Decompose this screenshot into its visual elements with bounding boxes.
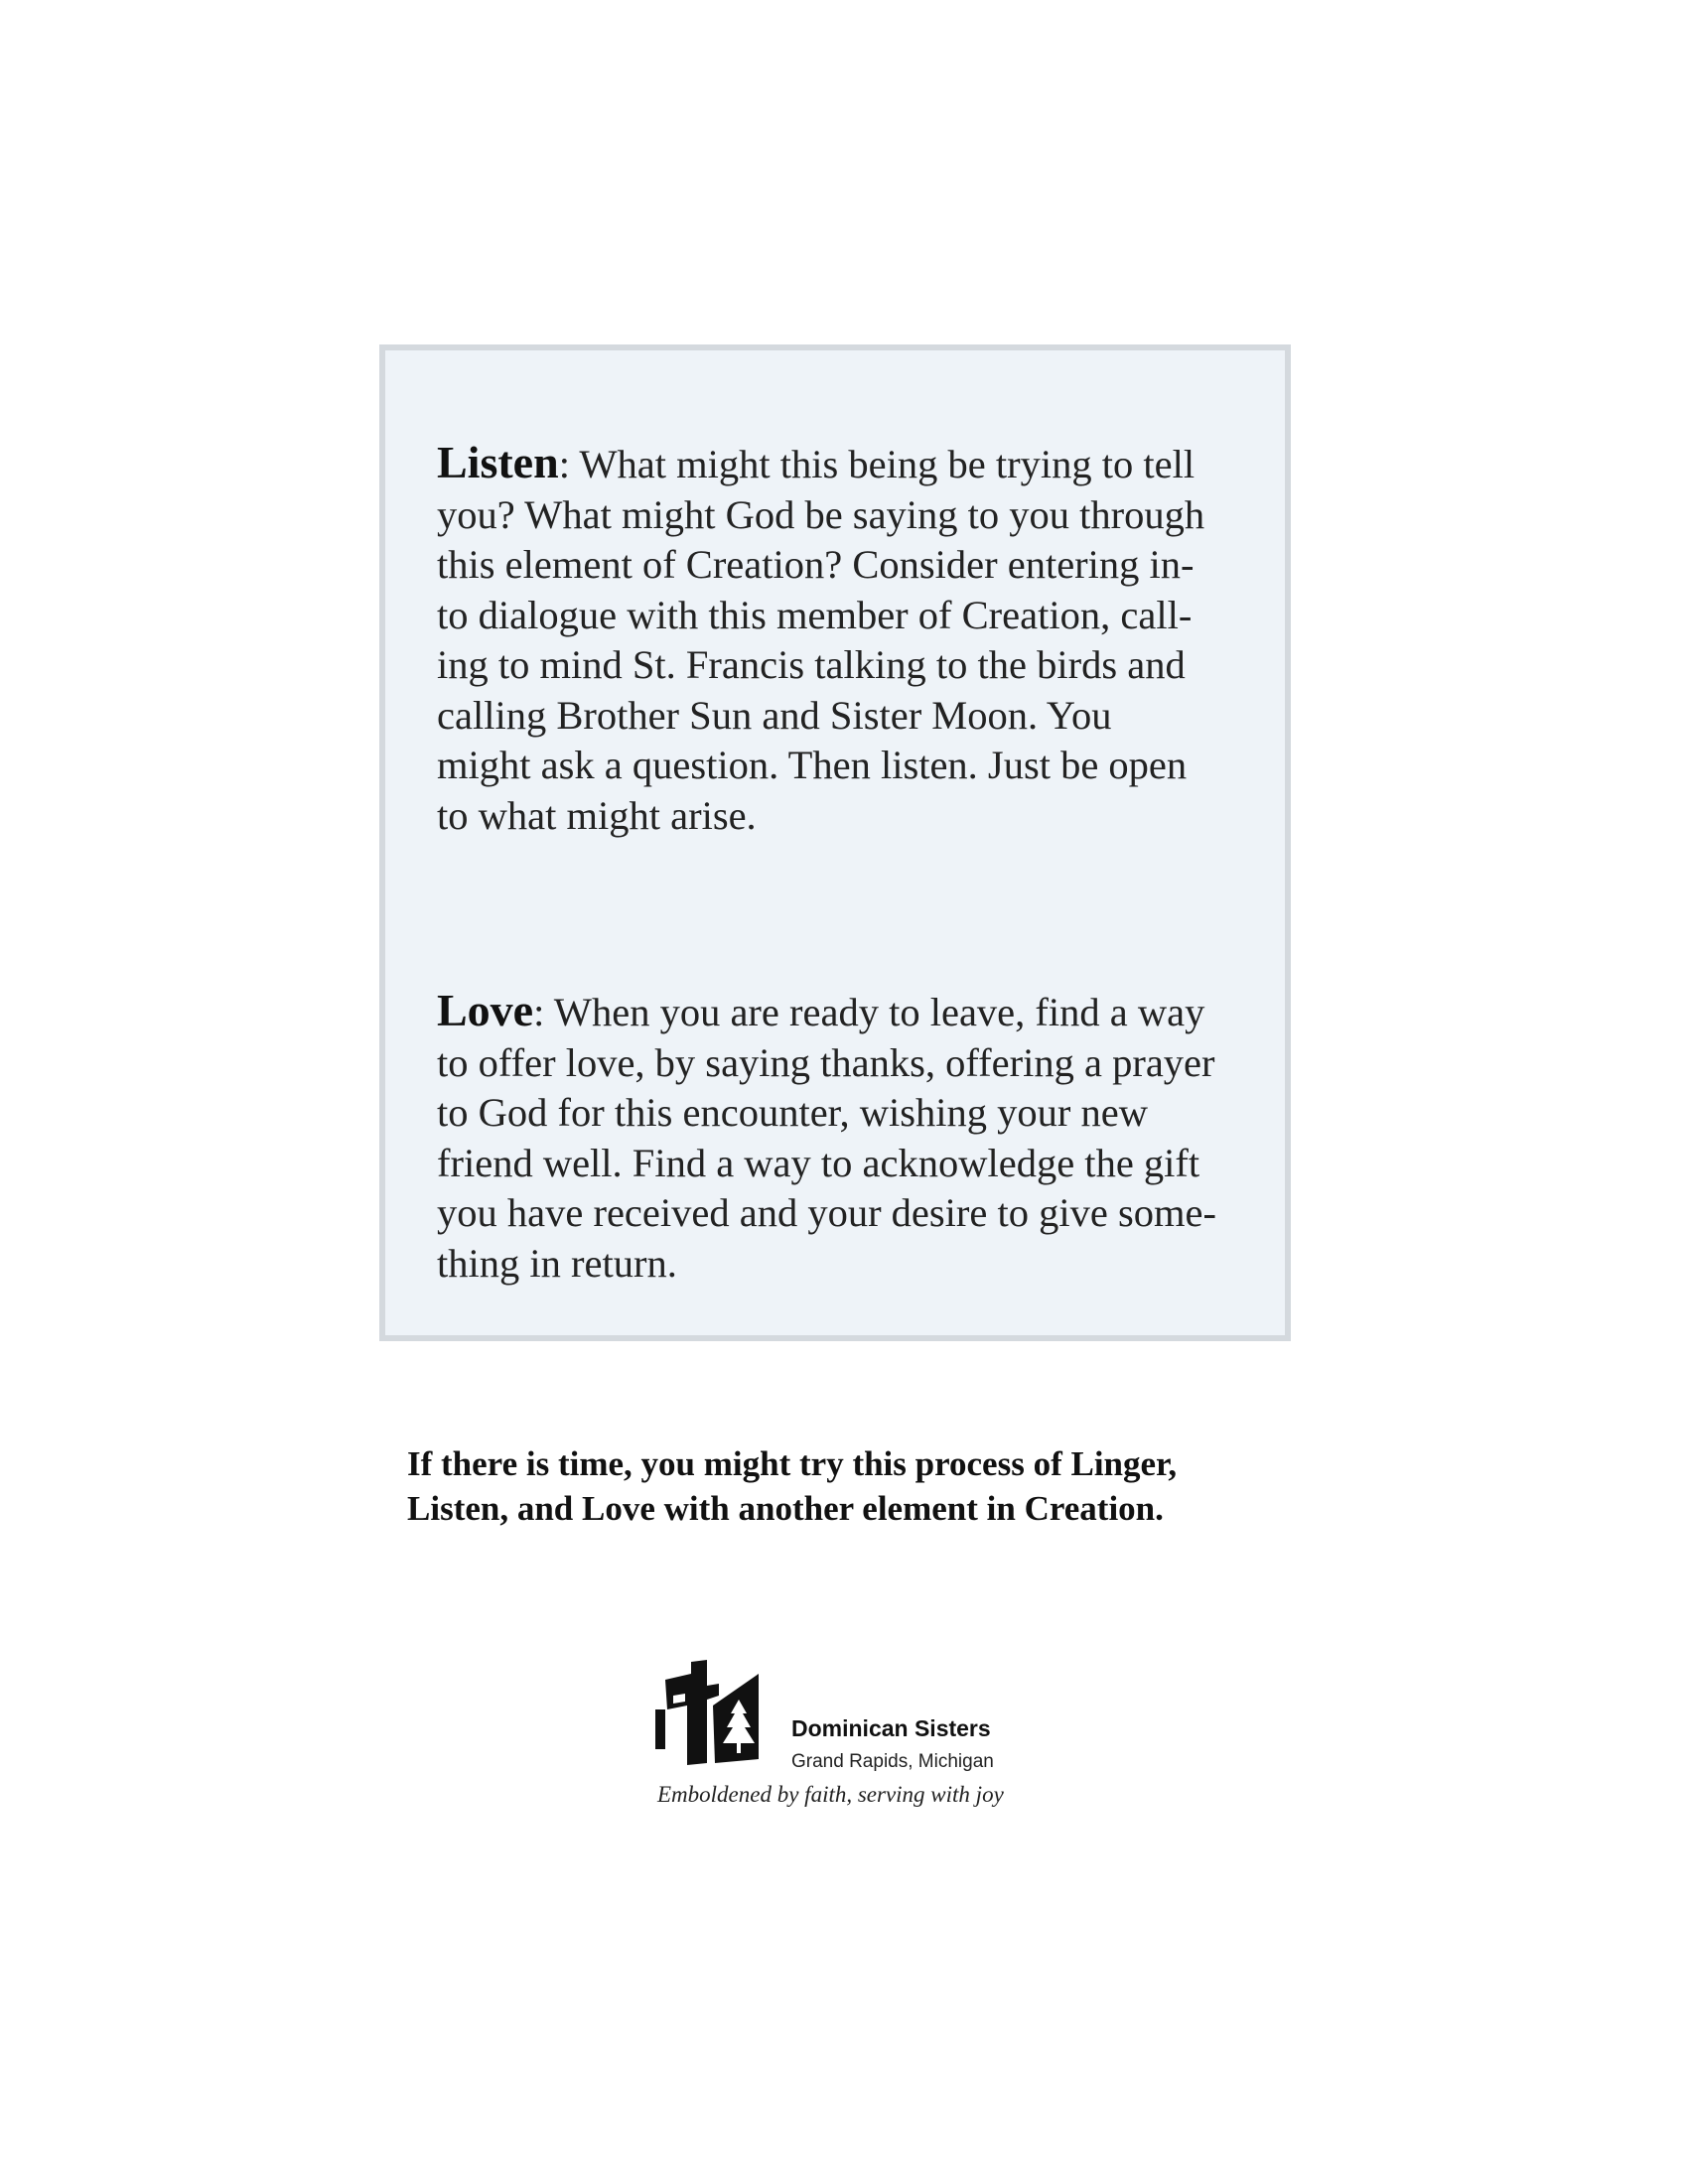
love-line-1: : When you are ready to leave, find a way xyxy=(533,990,1205,1034)
listen-line-4: to dialogue with this member of Creation, call- xyxy=(437,592,1193,637)
listen-line-5: ing to mind St. Francis talking to the birds and xyxy=(437,642,1186,687)
closing-note xyxy=(407,1441,1360,1531)
love-section xyxy=(437,986,1233,1289)
listen-line-1: : What might this being be trying to tell xyxy=(558,442,1196,486)
love-line-5: you have received and your desire to give some- xyxy=(437,1190,1216,1235)
reflection-callout-box xyxy=(379,344,1291,1341)
listen-line-7: might ask a question. Then listen. Just be open xyxy=(437,743,1188,787)
closing-note-line-2: Listen, and Love with another element in Creation. xyxy=(407,1489,1164,1528)
listen-line-8: to what might arise. xyxy=(437,792,757,838)
love-term: Love xyxy=(437,985,534,1035)
listen-section xyxy=(437,438,1233,841)
listen-line-6: calling Brother Sun and Sister Moon. You xyxy=(437,692,1112,738)
love-line-4: friend well. Find a way to acknowledge the gift xyxy=(437,1140,1200,1185)
listen-line-3: this element of Creation? Consider entering in- xyxy=(437,542,1195,587)
organization-name: Dominican Sisters xyxy=(791,1715,991,1741)
love-line-3: to God for this encounter, wishing your new xyxy=(437,1090,1149,1135)
organization-tagline: Emboldened by faith, serving with joy xyxy=(657,1782,1004,1807)
listen-term: Listen xyxy=(437,437,559,487)
organization-logo-block xyxy=(655,1656,1053,1815)
closing-note-line-1: If there is time, you might try this process of Linger, xyxy=(407,1444,1178,1483)
dominican-cross-tree-icon xyxy=(655,1656,763,1767)
love-line-2: to offer love, by saying thanks, offering a prayer xyxy=(437,1039,1215,1085)
love-line-6: thing in return. xyxy=(437,1240,677,1286)
listen-line-2: you? What might God be saying to you through xyxy=(437,491,1205,537)
organization-location: Grand Rapids, Michigan xyxy=(791,1751,994,1772)
